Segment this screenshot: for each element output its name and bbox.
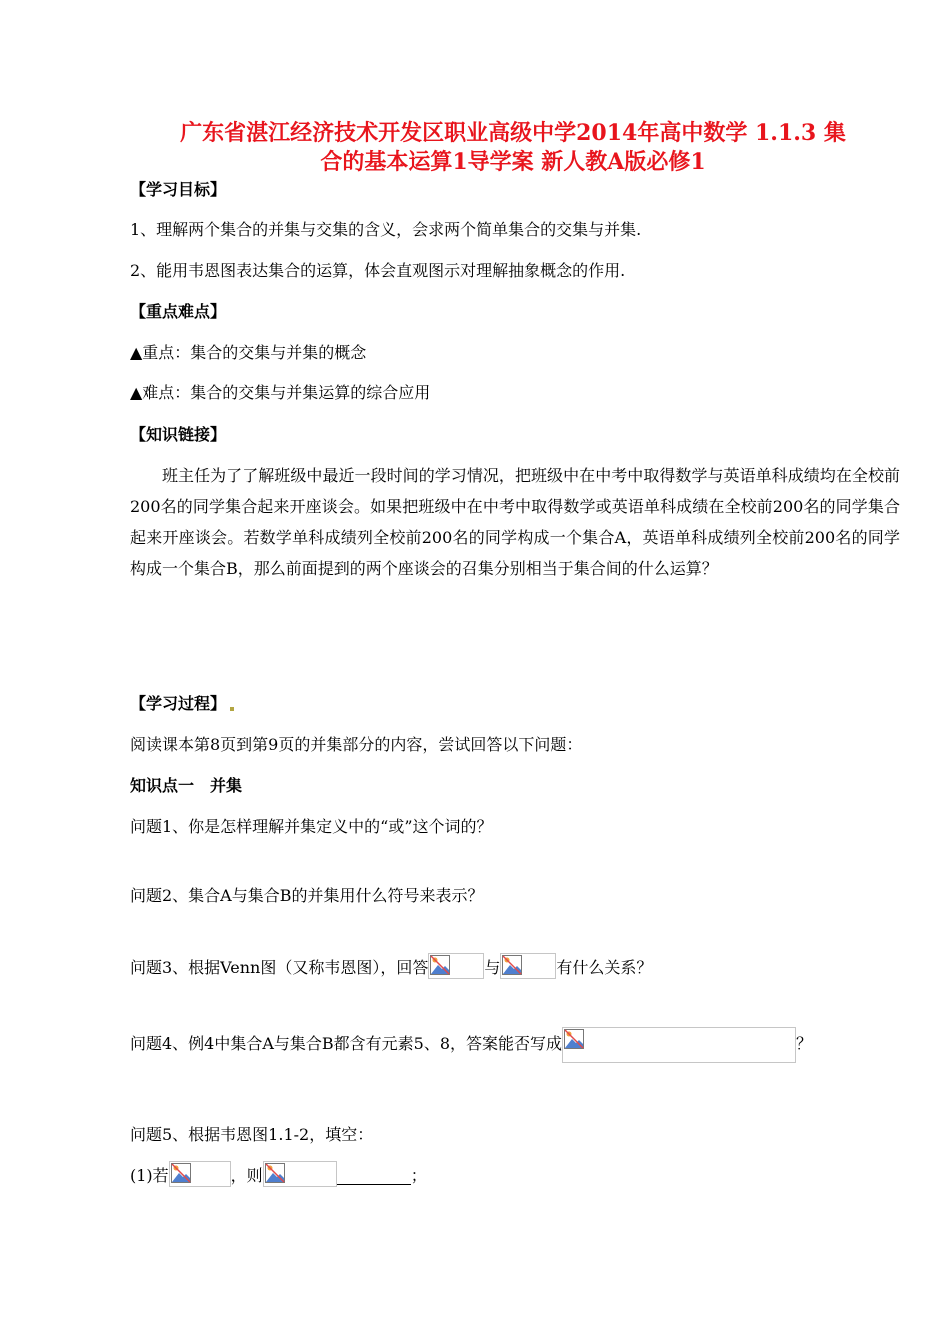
objective-item-1: 1、理解两个集合的并集与交集的含义，会求两个简单集合的交集与并集. [130, 220, 642, 239]
broken-image-icon [430, 955, 450, 975]
process-heading-row [130, 693, 234, 715]
formula-image-placeholder [263, 1161, 337, 1187]
question-4-text-after: ？ [796, 1034, 813, 1053]
question-5-1-text-after: ； [410, 1166, 427, 1185]
keypoint-item-difficulty: ▲难点：集合的交集与并集运算的综合应用 [130, 383, 431, 402]
objective-item-2: 2、能用韦恩图表达集合的运算，体会直观图示对理解抽象概念的作用. [130, 261, 626, 280]
broken-image-icon [171, 1163, 191, 1183]
question-3-text-middle: 与 [484, 958, 501, 977]
question-4 [130, 1027, 812, 1063]
question-1: 问题1、你是怎样理解并集定义中的“或”这个词的？ [130, 817, 493, 836]
knowledge-link-heading: 【知识链接】 [130, 425, 227, 444]
process-intro: 阅读课本第8页到第9页的并集部分的内容，尝试回答以下问题： [130, 735, 583, 754]
marker-dot [230, 707, 234, 711]
keypoints-heading: 【重点难点】 [130, 302, 227, 321]
broken-image-icon [564, 1029, 584, 1049]
question-3 [130, 953, 652, 979]
question-5-1-text-before: (1)若 [130, 1166, 169, 1185]
knowledge-link-paragraph: 班主任为了了解班级中最近一段时间的学习情况，把班级中在中考中取得数学与英语单科成绩均在全校前200名的同学集合起来开座谈会。如果把班级中在中考中取得数学或英语单科成绩在全校前200名的同学集合起来开座谈会。若数学单科成绩列全校前200名的同学构成一个集合A，英语单科成绩列全校前200名的同学构成一个集合B，那么前面提到的两个座谈会的召集分别相当于集合间的什么运算？ [130, 466, 900, 578]
section-title-union: 知识点一 并集 [130, 776, 243, 795]
question-3-text-before: 问题3、根据Venn图（又称韦恩图），回答 [130, 958, 429, 977]
broken-image-icon [265, 1163, 285, 1183]
formula-image-placeholder [428, 953, 484, 979]
question-5-1-text-middle: ，则 [230, 1166, 263, 1185]
document-title-line-2: 合的基本运算1导学案 新人教A版必修1 [320, 149, 706, 175]
broken-image-icon [502, 955, 522, 975]
keypoint-item-focus: ▲重点：集合的交集与并集的概念 [130, 343, 367, 362]
question-3-text-after: 有什么关系？ [556, 958, 653, 977]
question-2: 问题2、集合A与集合B的并集用什么符号来表示？ [130, 886, 484, 905]
question-5: 问题5、根据韦恩图1.1-2，填空： [130, 1125, 374, 1144]
question-4-text-before: 问题4、例4中集合A与集合B都含有元素5、8，答案能否写成 [130, 1034, 563, 1053]
formula-image-placeholder [500, 953, 556, 979]
objectives-heading: 【学习目标】 [130, 180, 227, 199]
question-5-part-1 [130, 1161, 427, 1187]
formula-image-placeholder [562, 1027, 796, 1063]
answer-blank-line [337, 1168, 411, 1185]
document-title-line-1: 广东省湛江经济技术开发区职业高级中学2014年高中数学 1.1.3 集 [180, 120, 846, 146]
process-heading: 【学习过程】 [130, 694, 227, 713]
formula-image-placeholder [169, 1161, 231, 1187]
